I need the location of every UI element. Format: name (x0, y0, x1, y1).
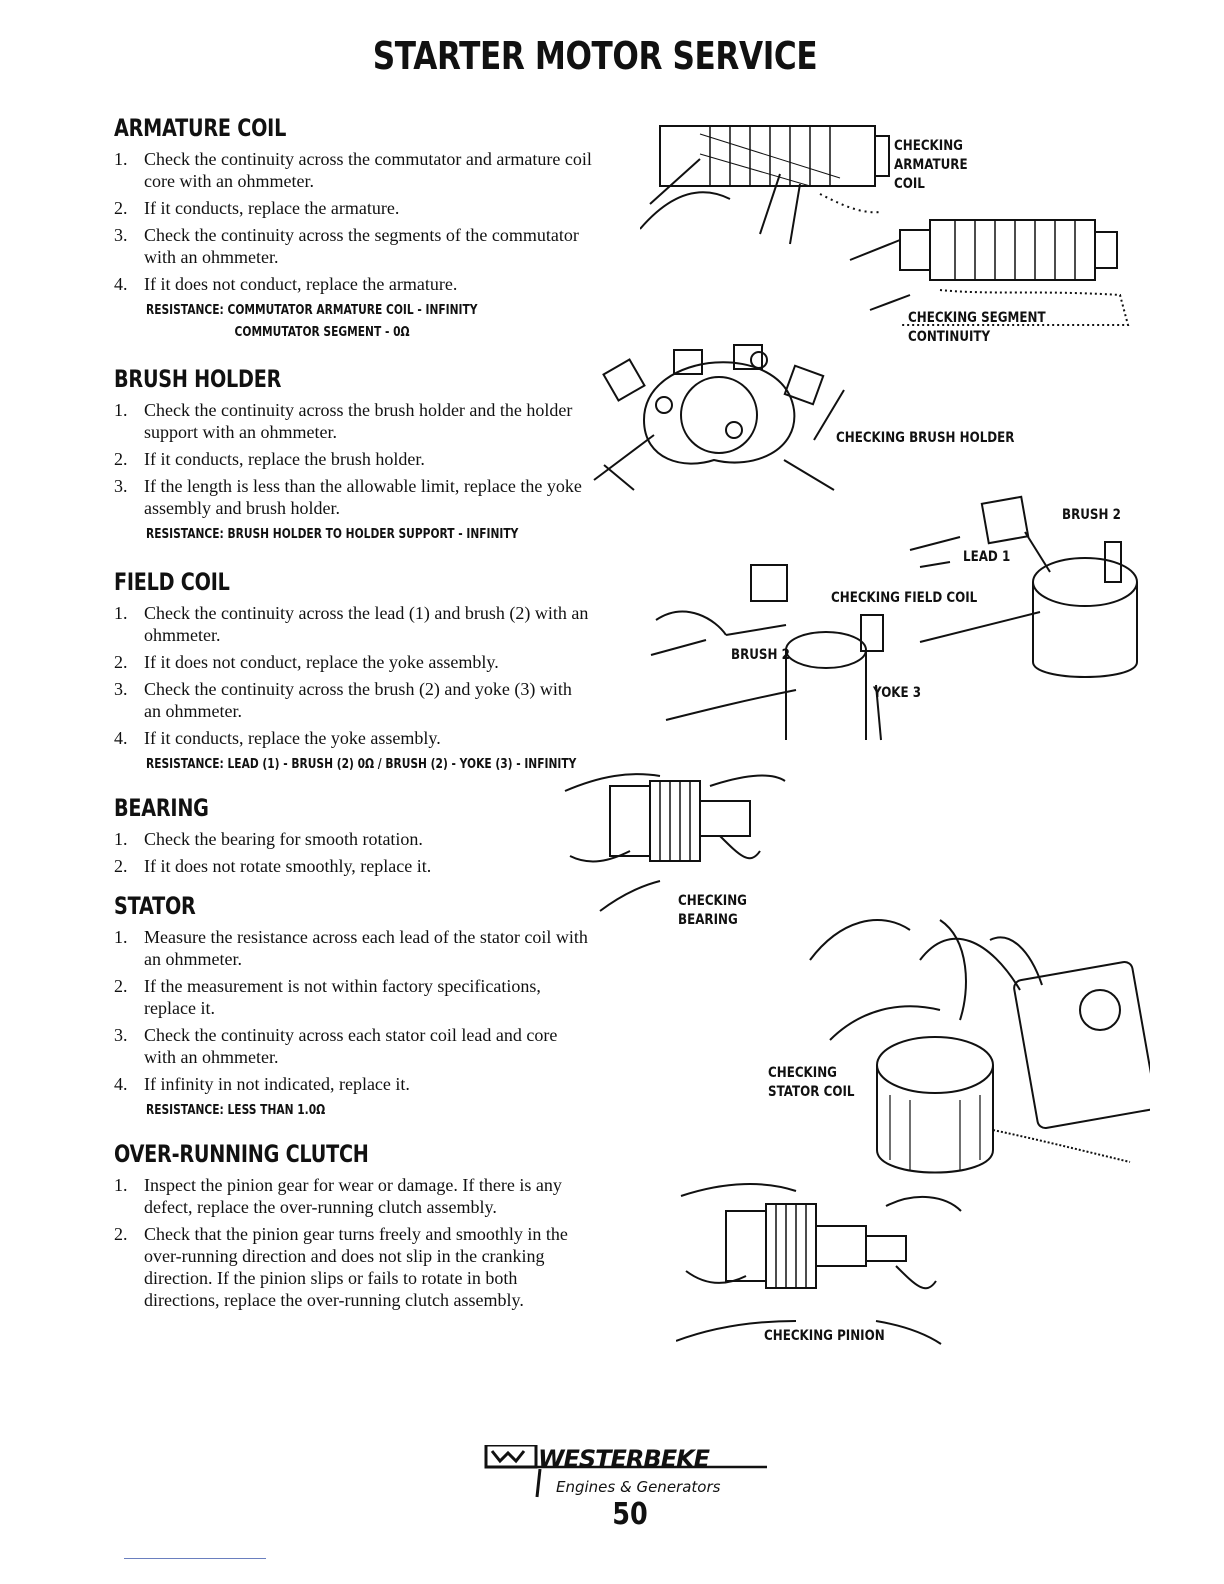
list-item: 1. Check the continuity across the lead (1) and brush (2) with an ohmmeter. (114, 603, 589, 645)
section-stator (112, 892, 592, 1122)
section-armature-coil (112, 114, 592, 344)
caption-checking-armature-coil: CHECKING ARMATURE COIL (894, 138, 968, 192)
pinion-illustration (676, 1176, 966, 1348)
list-item: 1. Measure the resistance across each lead of the stator coil with an ohmmeter. (114, 927, 588, 969)
caption-checking-segment-continuity: CHECKING SEGMENT CONTINUITY (908, 310, 1046, 345)
step-list (112, 1174, 592, 1311)
list-item: 1. Check the continuity across the brush holder and the holder support with an ohmmeter. (114, 400, 573, 442)
caption-checking-brush-holder: CHECKING BRUSH HOLDER (836, 430, 1015, 446)
brush-holder-illustration (584, 330, 854, 500)
caption-brush-2-left: BRUSH 2 (731, 647, 790, 663)
list-item: 1. Inspect the pinion gear for wear or damage. If there is any defect, replace the over-running clutch assembly. (114, 1175, 562, 1217)
caption-checking-field-coil: CHECKING FIELD COIL (831, 590, 978, 606)
list-item: 2. If it does not conduct, replace the yoke assembly. (114, 652, 499, 672)
list-item: 2. Check that the pinion gear turns freely and smoothly in the over-running direction and does not slip in the cranking direction. If the pinion slips or fails to rotate in both directions, replace the over-running clutch assembly. (114, 1224, 568, 1310)
section-heading: OVER-RUNNING CLUTCH (114, 1140, 369, 1168)
step-list (112, 828, 592, 877)
brand-name: WESTERBEKE (538, 1445, 710, 1473)
list-item: 3. Check the continuity across the segments of the commutator with an ohmmeter. (114, 225, 579, 267)
section-heading: ARMATURE COIL (114, 114, 287, 142)
step-list (112, 926, 592, 1095)
list-item: 2. If it conducts, replace the brush holder. (114, 449, 425, 469)
caption-checking-pinion: CHECKING PINION (764, 1328, 885, 1344)
brand-subtitle: Engines & Generators (556, 1478, 721, 1496)
caption-lead-1: LEAD 1 (963, 549, 1011, 565)
list-item: 2. If it conducts, replace the armature. (114, 198, 400, 218)
list-item: 1. Check the continuity across the commutator and armature coil core with an ohmmeter. (114, 149, 592, 191)
list-item: 3. If the length is less than the allowable limit, replace the yoke assembly and brush holder. (114, 476, 582, 518)
list-item: 3. Check the continuity across each stator coil lead and core with an ohmmeter. (114, 1025, 558, 1067)
resistance-spec: RESISTANCE: LESS THAN 1.0Ω (146, 1103, 326, 1118)
stator-coil-illustration (770, 900, 1150, 1180)
resistance-spec: RESISTANCE: BRUSH HOLDER TO HOLDER SUPPORT - INFINITY (146, 527, 519, 542)
footer-rule (124, 1558, 266, 1559)
list-item: 2. If it does not rotate smoothly, replace it. (114, 856, 432, 876)
section-heading: STATOR (114, 892, 196, 920)
step-list (112, 602, 592, 749)
step-list (112, 399, 592, 519)
resistance-spec: RESISTANCE: LEAD (1) - BRUSH (2) 0Ω / BRUSH (2) - YOKE (3) - INFINITY (146, 757, 577, 772)
list-item: 4. If infinity in not indicated, replace it. (114, 1074, 410, 1094)
caption-brush-2-top: BRUSH 2 (1062, 507, 1121, 523)
caption-checking-stator-coil: CHECKING STATOR COIL (768, 1065, 855, 1100)
section-brush-holder (112, 365, 592, 546)
page-number: 50 (612, 1497, 648, 1532)
list-item: 4. If it conducts, replace the yoke assembly. (114, 728, 441, 748)
resistance-spec: RESISTANCE: COMMUTATOR ARMATURE COIL - INFINITY COMMUTATOR SEGMENT - 0Ω (146, 303, 478, 340)
section-heading: BRUSH HOLDER (114, 365, 282, 393)
caption-checking-bearing: CHECKING BEARING (678, 893, 747, 928)
list-item: 3. Check the continuity across the brush (2) and yoke (3) with an ohmmeter. (114, 679, 572, 721)
section-heading: FIELD COIL (114, 568, 230, 596)
caption-yoke-3: YOKE 3 (873, 685, 922, 701)
step-list (112, 148, 592, 295)
page-title: STARTER MOTOR SERVICE (372, 34, 818, 78)
list-item: 1. Check the bearing for smooth rotation. (114, 829, 423, 849)
list-item: 4. If it does not conduct, replace the armature. (114, 274, 458, 294)
section-bearing (112, 794, 592, 882)
bearing-illustration (560, 766, 790, 914)
section-over-running-clutch (112, 1140, 592, 1316)
section-heading: BEARING (114, 794, 209, 822)
section-field-coil (112, 568, 592, 776)
list-item: 2. If the measurement is not within factory specifications, replace it. (114, 976, 541, 1018)
